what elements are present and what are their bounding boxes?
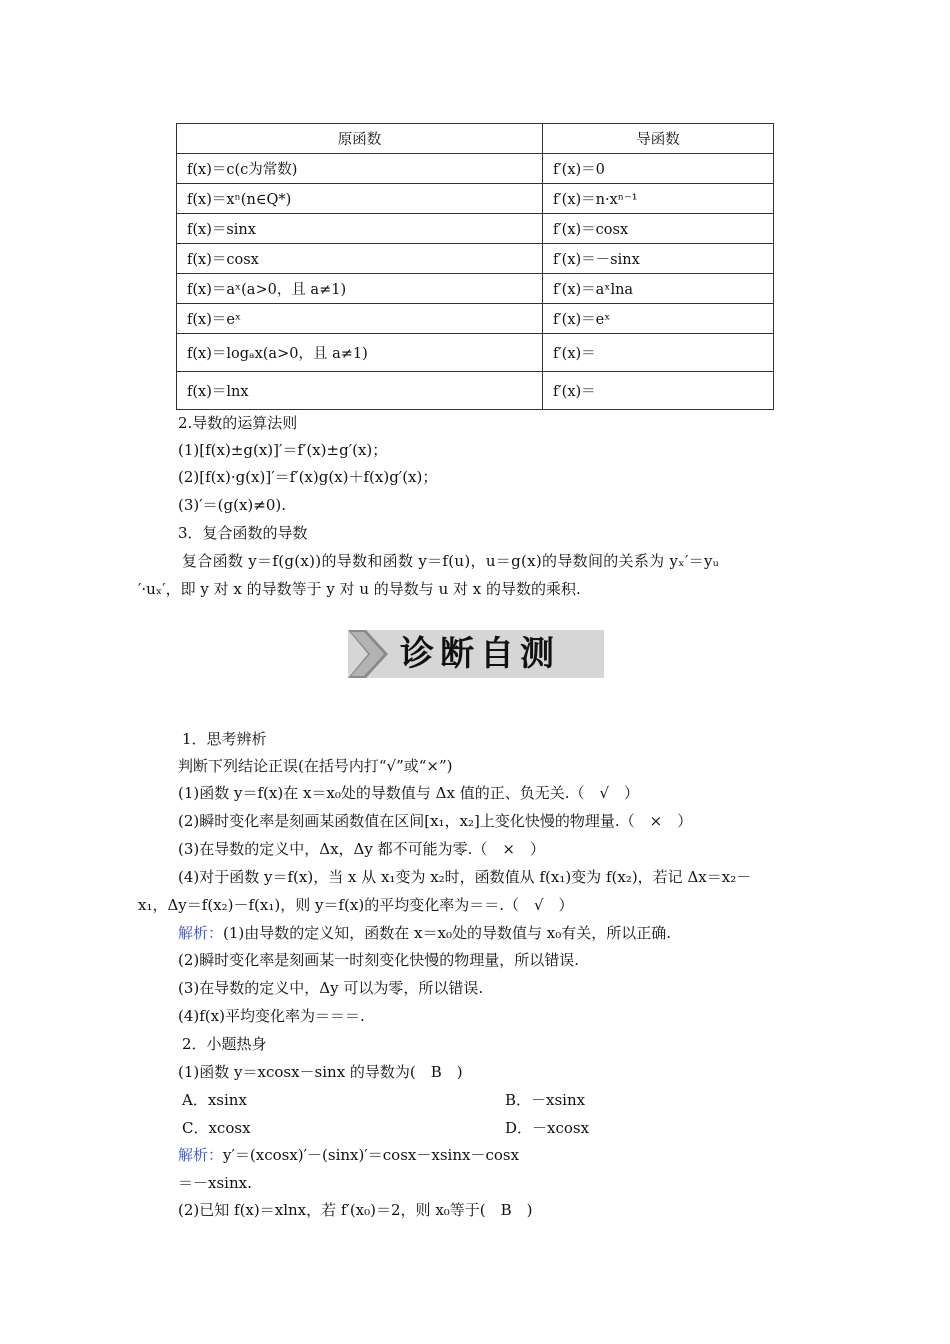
table-cell: f(x)＝cosx <box>177 244 543 274</box>
table-row <box>177 154 774 184</box>
answer-line: (2)瞬时变化率是刻画某一时刻变化快慢的物理量，所以错误. <box>178 951 580 969</box>
section-banner <box>348 630 604 678</box>
table-row <box>177 334 774 372</box>
statement-line: x₁，Δy＝f(x₂)－f(x₁)，则 y＝f(x)的平均变化率为＝＝.（ √ ） <box>138 896 574 914</box>
table-cell: f(x)＝sinx <box>177 214 543 244</box>
section-heading: 3．复合函数的导数 <box>178 524 308 542</box>
table-row <box>177 274 774 304</box>
answer-line: ＝－xsinx. <box>178 1174 252 1192</box>
problem-line: (2)已知 f(x)＝xlnx，若 f′(x₀)＝2，则 x₀等于( B ) <box>178 1201 533 1219</box>
rule-line: (3)′＝(g(x)≠0). <box>178 496 287 514</box>
question-title: 2．小题热身 <box>182 1035 267 1053</box>
statement-line: (1)函数 y＝f(x)在 x＝x₀处的导数值与 Δx 值的正、负无关.（ √ ） <box>178 784 640 802</box>
table-cell: f′(x)＝ <box>543 334 774 372</box>
table-header-row <box>177 124 774 154</box>
derivative-table <box>176 123 774 410</box>
table-cell: f(x)＝c(c为常数) <box>177 154 543 184</box>
table-cell: f′(x)＝－sinx <box>543 244 774 274</box>
table-cell: f′(x)＝eˣ <box>543 304 774 334</box>
table-row <box>177 304 774 334</box>
answer-line <box>178 1145 519 1165</box>
table-row <box>177 184 774 214</box>
table-header-derivative: 导函数 <box>543 124 774 154</box>
answer-line: (3)在导数的定义中，Δy 可以为零，所以错误. <box>178 979 484 997</box>
table-cell: f′(x)＝cosx <box>543 214 774 244</box>
answer-line: (4)f(x)平均变化率为＝＝＝. <box>178 1007 365 1025</box>
option-b: B．－xsinx <box>505 1091 586 1109</box>
statement-line: (2)瞬时变化率是刻画某函数值在区间[x₁，x₂]上变化快慢的物理量.（ × ） <box>178 812 693 830</box>
analysis-text: y′＝(xcosx)′－(sinx)′＝cosx－xsinx－cosx <box>223 1146 520 1164</box>
option-a: A．xsinx <box>182 1091 247 1109</box>
table-cell: f(x)＝xⁿ(n∈Q*) <box>177 184 543 214</box>
analysis-label: 解析： <box>178 924 224 942</box>
analysis-label: 解析： <box>178 1146 224 1164</box>
statement-line: (3)在导数的定义中，Δx，Δy 都不可能为零.（ × ） <box>178 840 545 858</box>
banner-title: 诊断自测 <box>400 634 560 674</box>
table-cell: f′(x)＝0 <box>543 154 774 184</box>
instruction-text: 判断下列结论正误(在括号内打“√”或“×”) <box>178 757 453 775</box>
table-row <box>177 244 774 274</box>
table-cell: f′(x)＝aˣlna <box>543 274 774 304</box>
rule-line: (1)[f(x)±g(x)]′＝f′(x)±g′(x)； <box>178 441 388 459</box>
table-cell: f(x)＝logₐx(a>0，且 a≠1) <box>177 334 543 372</box>
option-d: D．－xcosx <box>505 1119 590 1137</box>
statement-line: (4)对于函数 y＝f(x)，当 x 从 x₁变为 x₂时，函数值从 f(x₁)变为 f(x₂)，若记 Δx＝x₂－ <box>178 868 752 886</box>
rule-line: (2)[f(x)·g(x)]′＝f′(x)g(x)＋f(x)g′(x)； <box>178 468 438 486</box>
table-cell: f(x)＝lnx <box>177 372 543 410</box>
table-row <box>177 214 774 244</box>
answer-line <box>178 923 671 943</box>
analysis-text: (1)由导数的定义知，函数在 x＝x₀处的导数值与 x₀有关，所以正确. <box>223 924 671 942</box>
table-cell: f′(x)＝n·xⁿ⁻¹ <box>543 184 774 214</box>
option-c: C．xcosx <box>182 1119 251 1137</box>
table-cell: f′(x)＝ <box>543 372 774 410</box>
paragraph-line: ′·uₓ′，即 y 对 x 的导数等于 y 对 u 的导数与 u 对 x 的导数的乘积. <box>138 580 581 598</box>
table-cell: f(x)＝eˣ <box>177 304 543 334</box>
section-heading: 2.导数的运算法则 <box>178 414 298 432</box>
paragraph-line: 复合函数 y＝f(g(x))的导数和函数 y＝f(u)，u＝g(x)的导数间的关系为 yₓ′＝yᵤ <box>182 552 720 570</box>
table-header-original: 原函数 <box>177 124 543 154</box>
chevron-right-icon <box>348 630 390 678</box>
table-row <box>177 372 774 410</box>
table-cell: f(x)＝aˣ(a>0，且 a≠1) <box>177 274 543 304</box>
question-title: 1．思考辨析 <box>182 730 267 748</box>
problem-line: (1)函数 y＝xcosx－sinx 的导数为( B ) <box>178 1063 463 1081</box>
